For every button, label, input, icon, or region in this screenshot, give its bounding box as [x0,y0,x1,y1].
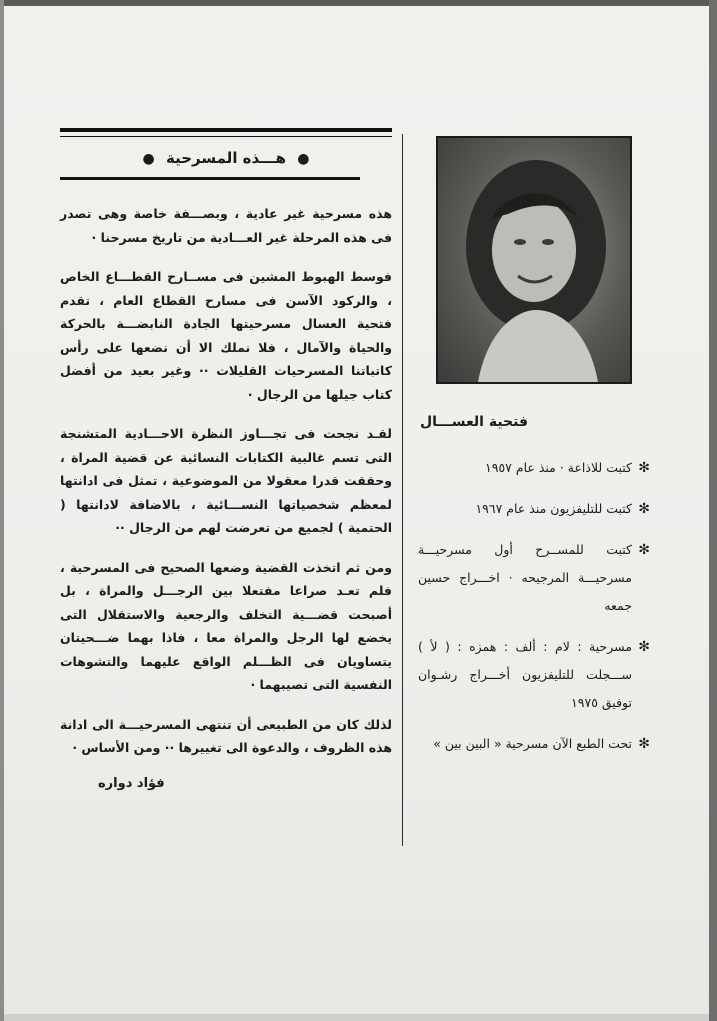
bio-list-item [418,730,650,758]
title-rule-thick [60,128,392,132]
essay-paragraph: فوسط الهبوط المشين فى مســارح القطـــاع الخاص ، والركود الآسن فى مسارح القطاع العام ، تقدم فتحية العسال مسرحيتها الجادة النابضـــة بالحركة والحياة والآمال ، فلا نملك الا أن نضعها على رأس كاتباتنا المسرحيات القليلات ·· وغير بعيد من أفضل كتاب جيلها من الرجال · [60,269,392,402]
author-portrait-photo [436,136,632,384]
bio-list [418,454,650,771]
column-divider [402,134,403,846]
title-rule-bottom [60,177,360,180]
document-page [4,6,709,1014]
bio-list-item [418,495,650,523]
asterisk-icon: ✻ [638,460,650,476]
asterisk-icon: ✻ [638,736,650,752]
bullet-dot-icon: ● [297,151,310,167]
essay-title [60,149,392,167]
essay-title-text: هـــذه المسرحية [166,149,286,167]
bio-item-text: تحت الطبع الآن مسرحية « البين بين » [433,736,632,751]
bio-item-text: كتبت للاذاعة · منذ عام ١٩٥٧ [485,460,632,475]
essay-paragraph: هذه مسرحية غير عادية ، وبصـــفة خاصة وهى تصدر فى هذه المرحلة غير العـــادية من تاريخ مسرحنا · [60,206,392,245]
bio-item-text: كتبت للتليفزيون منذ عام ١٩٦٧ [475,501,632,516]
asterisk-icon: ✻ [638,501,650,517]
essay-body [60,202,392,760]
bio-list-item [418,536,650,620]
bio-item-text: مسرحية : لام : ألف : همزه : ( لأ ) ســـجلت للتليفزيون أخـــراج رشـوان توفيق ١٩٧٥ [418,639,632,710]
portrait-illustration [438,138,630,382]
bullet-dot-icon: ● [142,151,155,167]
bio-list-item [418,633,650,717]
essay-paragraph: ومن ثم اتخذت القضية وضعها الصحيح فى المسرحية ، فلم تعـد صراعا مفتعلا بين الرجـــل والمراة ، بل أصبحت قضـــية التخلف والرجعية والاستقلال التى يخضع لها الرجل والمراة معا ، فاذا بهما ضـــحيتان يتساويان فى الظـــلم الواقع عليهما والتشوهات النفسية التى تصيبهما · [60,559,392,692]
page-edge-right [709,0,717,1021]
bio-name: فتحية العســـال [419,414,528,430]
essay-column [60,128,392,848]
bio-list-item [418,454,650,482]
bio-item-text: كتبت للمســرح أول مسرحيـــة مسرحيـــة المرجيحه · اخـــراج حسين جمعه [418,542,632,613]
asterisk-icon: ✻ [638,542,650,558]
author-signature: فؤاد دواره [98,775,165,791]
essay-paragraph: لقـد نجحت فى تجـــاوز النظرة الاحـــادية المتشنجة التى تسم غالبية الكتابات النسائية عن قضية المراة ، وحققت قدرا معقولا من الموضوعية ، تمثل فى ادانتها لمعظم شخصياتها النســـائية ، بالاضافة لادانتها ( الحتمية ) لجميع من تعرضت لهم من الرجال ·· [60,426,392,535]
title-rule-thin [60,136,392,137]
asterisk-icon: ✻ [638,639,650,655]
essay-paragraph: لذلك كان من الطبيعى أن تنتهى المسرحيـــة الى ادانة هذه الظروف ، والدعوة الى تغييرها ·· ومن الأساس · [60,716,392,755]
